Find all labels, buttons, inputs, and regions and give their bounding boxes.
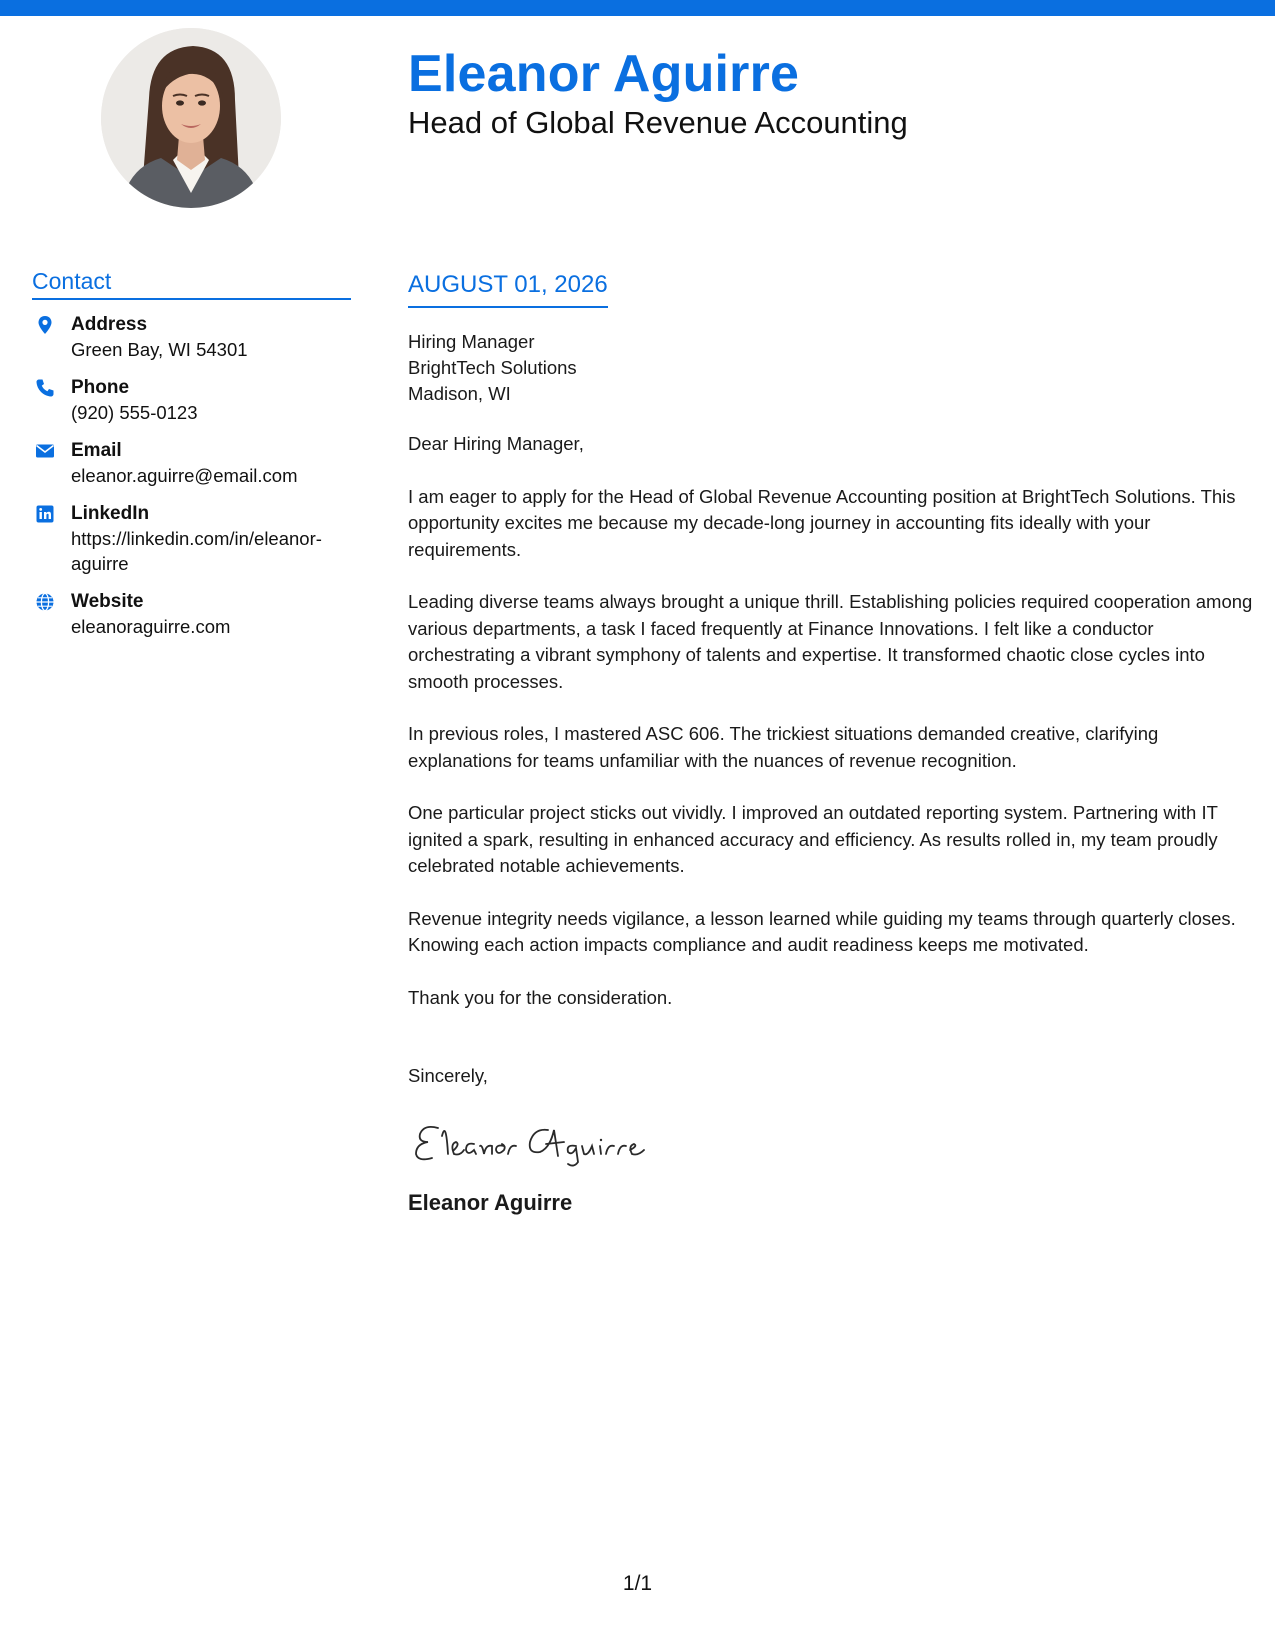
contact-label: Email [71,440,122,461]
contact-label: Website [71,591,144,612]
portrait-illustration [101,28,281,208]
letter-paragraph: Revenue integrity needs vigilance, a lesson learned while guiding my teams through quarterly closes. Knowing each action impacts compliance and audit readiness keeps me motivated. [408,907,1236,955]
signer-name: Eleanor Aguirre [408,1189,573,1215]
contact-value: eleanor.aguirre@email.com [71,465,298,486]
job-title: Head of Global Revenue Accounting [408,105,908,140]
handwritten-signature [408,1110,1253,1170]
contact-item-address [32,312,351,362]
recipient-block [408,329,1253,407]
recipient-line: Madison, WI [408,383,511,404]
email-icon [35,441,55,461]
contact-sidebar [32,266,351,652]
globe-icon [35,592,55,612]
letter-body [408,270,1253,1218]
letter-paragraph: I am eager to apply for the Head of Global Revenue Accounting position at BrightTech Solutions. This opportunity excites me because my decade-long journey in accounting fits ideally with your requirements. [408,485,1236,560]
contact-label: LinkedIn [71,503,150,524]
contact-heading: Contact [32,266,351,300]
phone-icon [35,378,55,398]
contact-value: Green Bay, WI 54301 [71,339,248,360]
contact-item-website [32,589,351,639]
profile-photo [101,28,281,208]
contact-item-linkedin [32,501,351,576]
contact-value: (920) 555-0123 [71,402,198,423]
recipient-line: Hiring Manager [408,331,535,352]
contact-value: https://linkedin.com/in/eleanor-aguirre [71,528,322,574]
letter-paragraph: Leading diverse teams always brought a unique thrill. Establishing policies required cooperation among various departments, a task I faced frequently at Finance Innovations. I felt like a conductor orchestrating a vibrant symphony of talents and expertise. It transformed chaotic close cycles into smooth processes. [408,591,1253,692]
map-pin-icon [35,315,55,335]
recipient-line: BrightTech Solutions [408,357,577,378]
contact-label: Address [71,314,148,335]
applicant-name: Eleanor Aguirre [408,45,800,103]
top-accent-bar [0,0,1275,16]
contact-label: Phone [71,377,130,398]
page-number: 1/1 [622,1572,653,1595]
salutation: Dear Hiring Manager, [408,433,584,454]
signature-image [408,1110,668,1170]
letter-paragraph: Thank you for the consideration. [408,986,673,1008]
letter-paragraph: In previous roles, I mastered ASC 606. The trickiest situations demanded creative, clarifying explanations for teams unfamiliar with the nuances of revenue recognition. [408,723,1159,771]
contact-item-phone [32,375,351,425]
closing: Sincerely, [408,1065,488,1086]
letter-date: AUGUST 01, 2026 [408,270,608,308]
linkedin-icon [35,504,55,524]
letter-paragraph: One particular project sticks out vividly. I improved an outdated reporting system. Partnering with IT ignited a spark, resulting in enhanced accuracy and efficiency. As results rolled in, my team proudly celebrated notable achievements. [408,802,1218,876]
contact-item-email [32,438,351,488]
contact-value: eleanoraguirre.com [71,616,231,637]
